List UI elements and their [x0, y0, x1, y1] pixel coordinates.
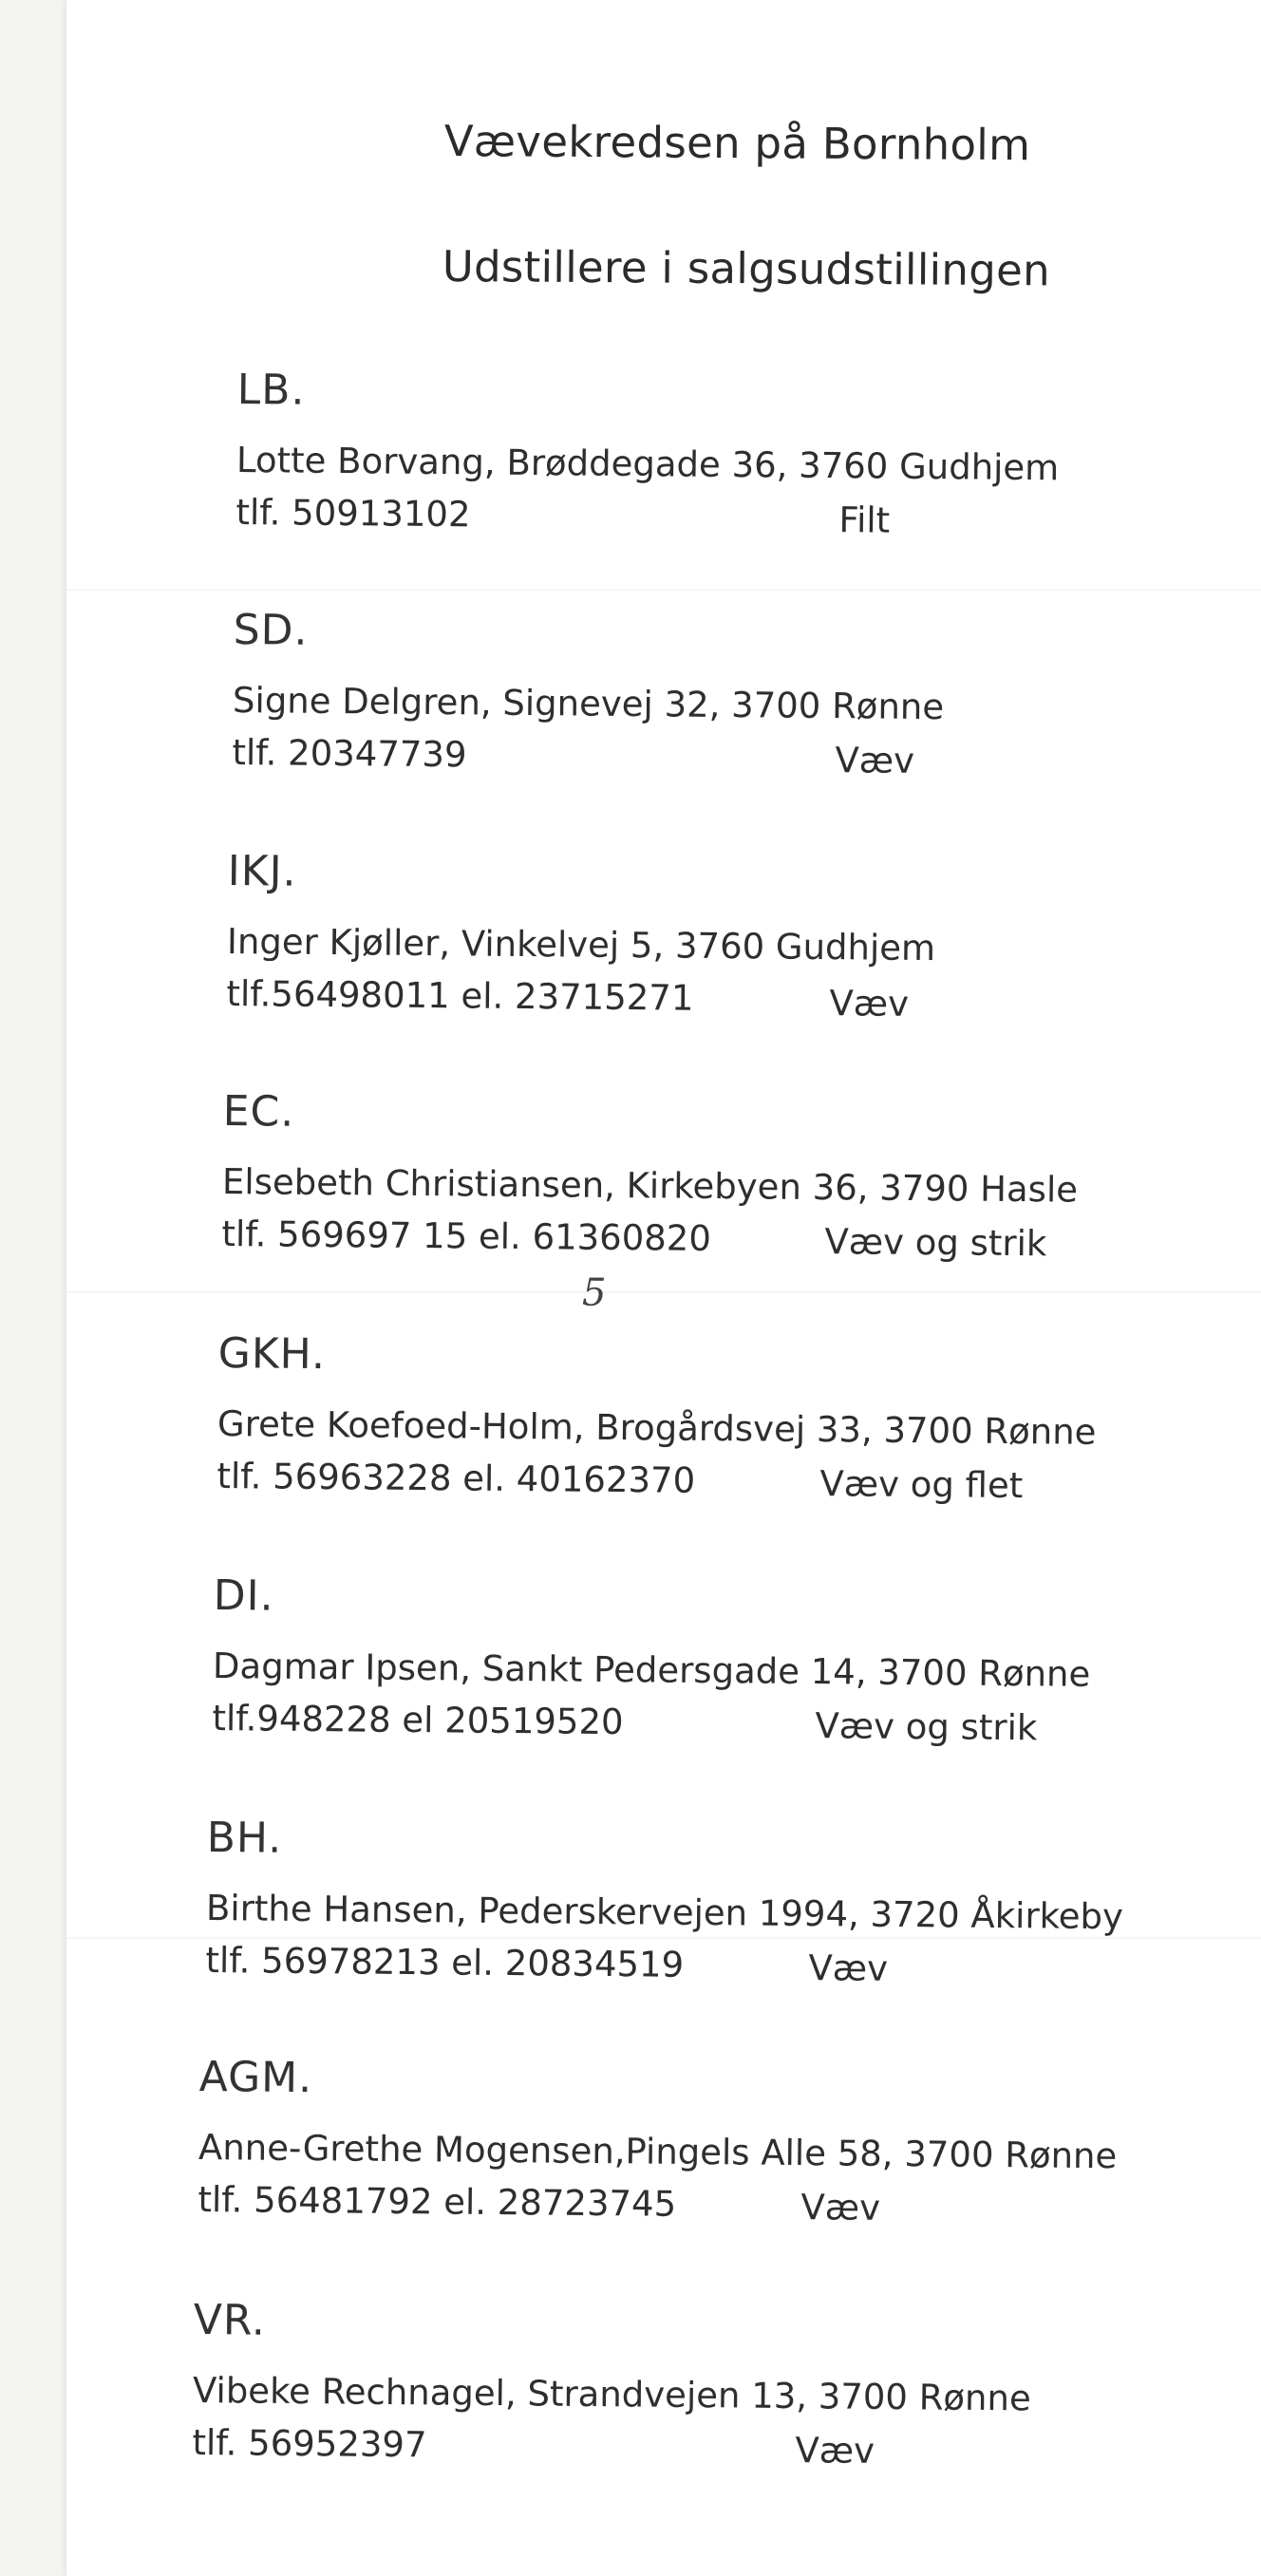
exhibitor-phone: tlf.56498011 el. 23715271 [226, 972, 694, 1019]
exhibitor-entry [192, 2296, 1031, 2472]
exhibitor-code: DI. [213, 1571, 274, 1621]
exhibitor-craft: Væv [829, 983, 910, 1025]
exhibitor-craft: Væv [808, 1947, 889, 1989]
handwritten-correction: 5 [581, 1270, 607, 1315]
exhibitor-code: IKJ. [227, 847, 297, 896]
exhibitor-code: LB. [236, 366, 306, 415]
exhibitor-phone: tlf. 56481792 el. 28723745 [198, 2178, 677, 2225]
exhibitor-craft: Væv og flet [819, 1463, 1024, 1507]
exhibitor-craft: Væv [835, 740, 915, 781]
exhibitor-phone: tlf. 56952397 [192, 2421, 427, 2466]
exhibitor-code: GKH. [217, 1329, 327, 1380]
exhibitor-code: EC. [222, 1087, 295, 1137]
exhibitor-address: Grete Koefoed-Holm, Brogårdsvej 33, 3700 Rønne [216, 1402, 1097, 1453]
exhibitor-phone: tlf. 20347739 [232, 731, 467, 776]
exhibitor-craft: Væv [800, 2187, 881, 2228]
exhibitor-phone: tlf. 56978213 el. 20834519 [205, 1939, 685, 1985]
exhibitor-code: AGM. [198, 2053, 313, 2103]
document-title: Vævekredsen på Bornholm [443, 116, 1031, 171]
fold-line [66, 1291, 1261, 1293]
fold-line [66, 589, 1261, 591]
exhibitor-entry [221, 1087, 1079, 1315]
exhibitor-code: SD. [233, 606, 309, 655]
document-subtitle: Udstillere i salgsudstillingen [442, 241, 1051, 296]
exhibitor-address: Birthe Hansen, Pederskervejen 1994, 3720 Åkirkeby [205, 1887, 1124, 1938]
exhibitor-code: VR. [193, 2296, 267, 2345]
exhibitor-craft: Væv og strik [824, 1221, 1047, 1265]
exhibitor-address: Vibeke Rechnagel, Strandvejen 13, 3700 Rønne [192, 2369, 1031, 2419]
exhibitor-address: Inger Kjøller, Vinkelvej 5, 3760 Gudhjem [226, 920, 936, 969]
exhibitor-phone: tlf.948228 el 20519520 [212, 1697, 624, 1743]
exhibitor-address: Lotte Borvang, Brøddegade 36, 3760 Gudhjem [235, 439, 1060, 489]
exhibitor-entry [198, 2053, 1118, 2228]
fold-line [66, 1937, 1261, 1939]
exhibitor-entry [216, 1329, 1097, 1507]
exhibitor-entry [205, 1814, 1124, 1989]
exhibitor-craft: Filt [838, 499, 891, 541]
exhibitor-entry [232, 606, 945, 781]
exhibitor-phone: tlf. 56963228 el. 40162370 [216, 1455, 696, 1501]
exhibitor-address: Anne-Grethe Mogensen,Pingels Alle 58, 3700 Rønne [198, 2126, 1118, 2177]
exhibitor-address: Signe Delgren, Signevej 32, 3700 Rønne [232, 679, 945, 728]
exhibitor-entry [226, 847, 936, 1025]
exhibitor-entry [212, 1571, 1091, 1749]
exhibitor-entry [235, 366, 1060, 541]
exhibitor-code: BH. [206, 1814, 283, 1863]
exhibitor-craft: Væv og strik [815, 1705, 1038, 1749]
exhibitor-craft: Væv [795, 2430, 875, 2472]
exhibitor-address: Dagmar Ipsen, Sankt Pedersgade 14, 3700 Rønne [212, 1645, 1091, 1695]
exhibitor-address: Elsebeth Christiansen, Kirkebyen 36, 3790 Hasle [221, 1160, 1079, 1211]
exhibitor-phone: tlf. 50913102 [235, 491, 471, 536]
exhibitor-phone: tlf. 569697 15 el. 61360820 [221, 1213, 712, 1259]
